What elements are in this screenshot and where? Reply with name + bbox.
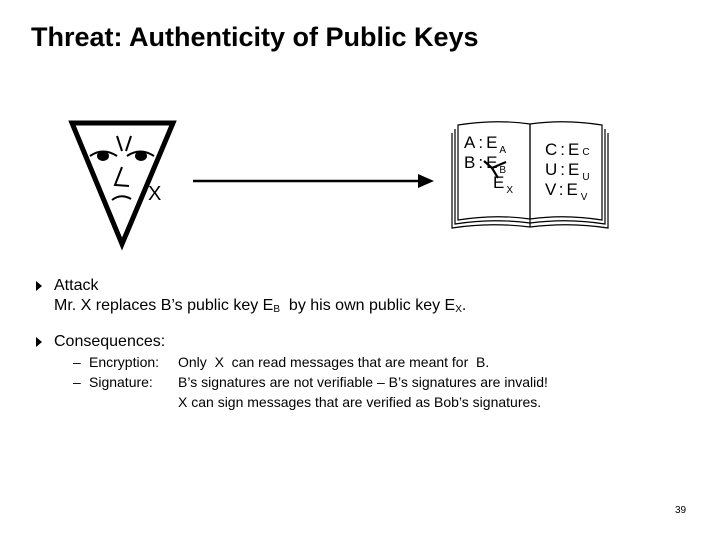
- arrow-icon: [193, 174, 434, 188]
- attack-description: Mr. X replaces B’s public key $E_B$ by his own public key $E_X$.: [54, 297, 467, 315]
- dir-entry-v: V : E $_V$: [545, 180, 588, 203]
- slide: Threat: Authenticity of Public Keys X A : E $_A$ B : E $_B$ E $_X$ C : E C U : E $_U$ V : E $_V$ Attack Mr. X replaces B’s public key $E_B$ by his own public key $E_X$. Consequences: – Encryption: Only X can read messages that are meant for B. – Signature: B’s signatures are not verifiable – B’s signatures are invalid! X can sign messages that are verified as Bob’s signatures. 39: [0, 0, 720, 540]
- bullet-arrow-icon: [36, 337, 42, 347]
- dir-entry-a: A : E $_A$: [464, 133, 507, 156]
- consequences-heading: Consequences:: [54, 333, 166, 350]
- bullet-arrow-icon: [36, 281, 42, 291]
- directory-right-page: [545, 140, 590, 203]
- slide-title: Threat: Authenticity of Public Keys: [31, 22, 479, 52]
- dir-entry-c: C : E C: [545, 140, 590, 159]
- attack-diagram: [0, 0, 720, 260]
- dir-entry-u: U : E $_U$: [545, 160, 590, 183]
- attacker-label: X: [148, 183, 162, 205]
- attack-heading: Attack: [54, 277, 99, 294]
- page-number: 39: [675, 505, 687, 516]
- dir-entry-b: B : E $_B$: [464, 153, 507, 176]
- dir-entry-x: E $_X$: [493, 173, 514, 196]
